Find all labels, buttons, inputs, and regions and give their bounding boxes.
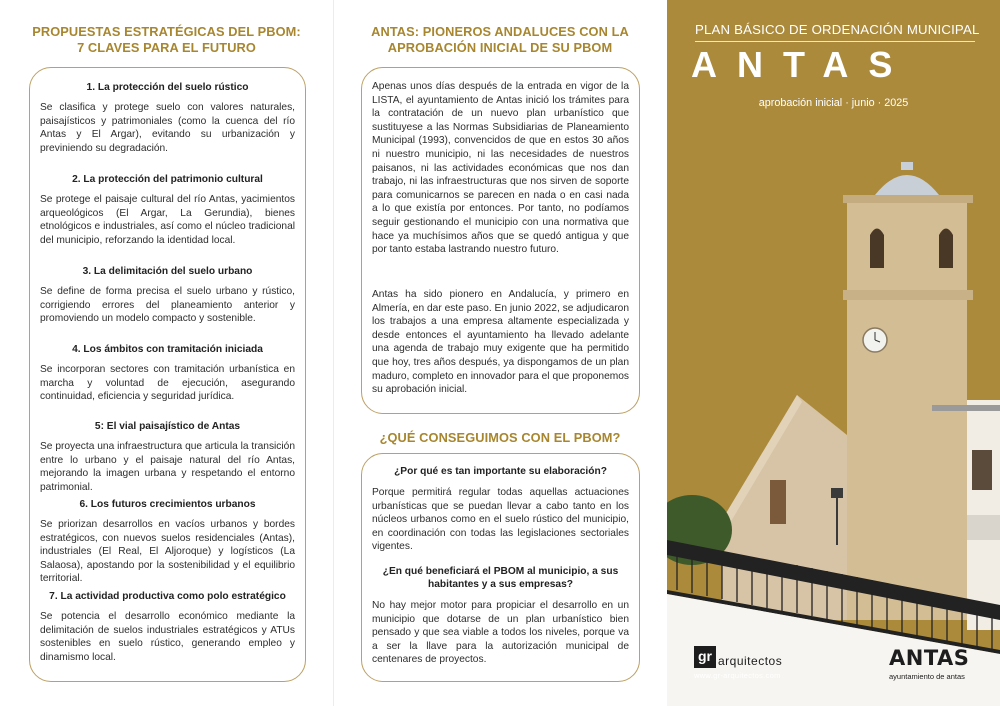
- gr-url: www.gr-arquitectos.com: [694, 671, 781, 680]
- pioneers-box: [361, 67, 640, 414]
- proposal-body: Se proyecta una infraestructura que articula la transición entre lo urbano y el paisaje natural del río Antas, mejorando la imagen urbana y respetando el entorno patrimonial.: [40, 441, 295, 493]
- panel-proposals: [0, 0, 333, 706]
- proposal-item: [40, 173, 295, 247]
- cover-subtitle: aprobación inicial · junio · 2025: [758, 97, 909, 109]
- balcony-rail: [932, 405, 1000, 411]
- proposal-title: 3. La delimitación del suelo urbano: [82, 266, 253, 277]
- proposal-body: Se incorporan sectores con tramitación urbanística en marcha y voluntad de ejecución, asegurando continuidad, eficiencia y seguridad jurídica.: [40, 364, 295, 403]
- proposal-body: Se define de forma precisa el suelo urbano y rústico, corrigiendo errores del planeamiento anterior y promoviendo un modelo compacto y sostenible.: [40, 286, 295, 325]
- benefits-heading: ¿QUÉ CONSEGUIMOS CON EL PBOM?: [379, 430, 621, 445]
- proposal-title: 5: El vial paisajístico de Antas: [94, 421, 241, 432]
- cover-panel: [667, 0, 1000, 706]
- proposals-heading: PROPUESTAS ESTRATÉGICAS DEL PBOM: 7 CLAVES PARA EL FUTURO: [32, 24, 301, 55]
- tower-cornice: [843, 290, 973, 300]
- proposal-item: [40, 420, 295, 494]
- tower-dome: [875, 175, 939, 195]
- proposal-body: Se priorizan desarrollos en vacíos urbanos y bordes estratégicos, con nuevos suelos residenciales (Antas), industriales (El Real, El Aljoroque) y logísticos (La Salaosa), apostando por la sostenibilidad y el equilibrio territorial.: [40, 519, 295, 585]
- ayuntamiento-logo: [889, 646, 969, 681]
- proposal-item: [40, 498, 295, 586]
- lamp-head: [831, 488, 843, 498]
- proposal-body: Se clasifica y protege suelo con valores naturales, paisajísticos y patrimoniales (como la cuenca del río Antas y El Argar), evitando su urbanización y previniendo su degradación.: [40, 102, 295, 154]
- antas-logo-sub: ayuntamiento de antas: [889, 672, 965, 681]
- bell-opening-right: [939, 229, 953, 269]
- proposal-item: [40, 343, 295, 404]
- question: ¿En qué beneficiará el PBOM al municipio, a sus habitantes y a sus empresas?: [382, 566, 619, 590]
- church-window: [770, 480, 786, 524]
- proposal-title: 7. La actividad productiva como polo estratégico: [49, 591, 286, 602]
- answer: Porque permitirá regular todas aquellas actuaciones urbanísticas que se puedan llevar a cabo tanto en los núcleos urbanos como en el suelo rústico del municipio, en coordinación con todas las legislaciones sectoriales vigentes.: [372, 487, 629, 553]
- cover-title: ANTAS: [691, 44, 913, 85]
- proposal-title: 6. Los futuros crecimientos urbanos: [79, 499, 256, 510]
- cover-kicker: PLAN BÁSICO DE ORDENACIÓN MUNICIPAL: [695, 22, 980, 37]
- house-window: [972, 450, 992, 490]
- pioneers-paragraph: Apenas unos días después de la entrada en vigor de la LISTA, el ayuntamiento de Antas inició los trámites para la contratación de un nuevo plan urbanístico que sustituyese a las Normas Subsidiarias de Planeamiento Municipal (1993), convencidos de que en estos 30 años ni nuestro municipio, ni las necesidades de nuestros paisanos, ni las actividades económicas que nos dan trabajo, ni las infraestructuras que nos sirven de soporte para comunicarnos se parecen en nada o en casi nada a lo que existía por entonces. Por tanto, no podíamos seguir gestionando el municipio con una normativa que hace ya muchísimos años que se quedó antigua y que por tanto estaba lastrando nuestro futuro.: [372, 81, 629, 256]
- proposal-item: [40, 265, 295, 326]
- antas-logo-name: ANTAS: [889, 646, 970, 670]
- proposal-item: [40, 590, 295, 664]
- gr-name: arquitectos: [718, 654, 783, 668]
- tower-cornice-top: [843, 195, 973, 203]
- gr-mark: gr: [694, 646, 716, 668]
- benefits-box: [361, 453, 640, 682]
- house-balcony: [967, 515, 1000, 540]
- proposal-title: 1. La protección del suelo rústico: [86, 82, 249, 93]
- panel-pioneers: [333, 0, 667, 706]
- gr-arquitectos-logo: [694, 646, 782, 680]
- cover-rule: [695, 41, 975, 42]
- proposal-title: 2. La protección del patrimonio cultural: [72, 174, 263, 185]
- pioneers-paragraph: Antas ha sido pionero en Andalucía, y primero en Almería, en dar este paso. En junio 2022, se adjudicaron los trabajos a una empresa altamente especializada y desde entonces el ayuntamiento ha llevado adelante una agenda de trabajo muy exigente que ha permitido que hoy, tres años después, ya dispongamos de un plan maduro, completo en innovador para el que proponemos su aprobación inicial.: [372, 289, 629, 396]
- bell-opening-left: [870, 229, 884, 269]
- proposal-body: Se potencia el desarrollo económico mediante la delimitación de suelos industriales estratégicos y ATUs sostenibles en suelo rústico, generando empleo y dinamismo local.: [40, 611, 295, 663]
- answer: No hay mejor motor para propiciar el desarrollo en un municipio que dotarse de un plan urbanístico bien pensado y que sea viable a todos los niveles, porque va a ser la llave para la autorización municipal de centenares de proyectos.: [372, 600, 629, 666]
- question: ¿Por qué es tan importante su elaboración?: [394, 466, 607, 477]
- proposal-body: Se protege el paisaje cultural del río Antas, yacimientos arqueológicos (El Argar, La Gerundia), bienes etnológicos e industriales, así como el núcleo tradicional del municipio, reforzando la identidad local.: [40, 194, 295, 246]
- church-photo: [667, 150, 1000, 706]
- proposal-item: [40, 81, 295, 155]
- dome-lantern: [901, 162, 913, 170]
- proposals-box: [29, 67, 306, 682]
- pioneers-heading: ANTAS: PIONEROS ANDALUCES CON LA APROBACIÓN INICIAL DE SU PBOM: [371, 24, 629, 55]
- proposal-title: 4. Los ámbitos con tramitación iniciada: [72, 344, 263, 355]
